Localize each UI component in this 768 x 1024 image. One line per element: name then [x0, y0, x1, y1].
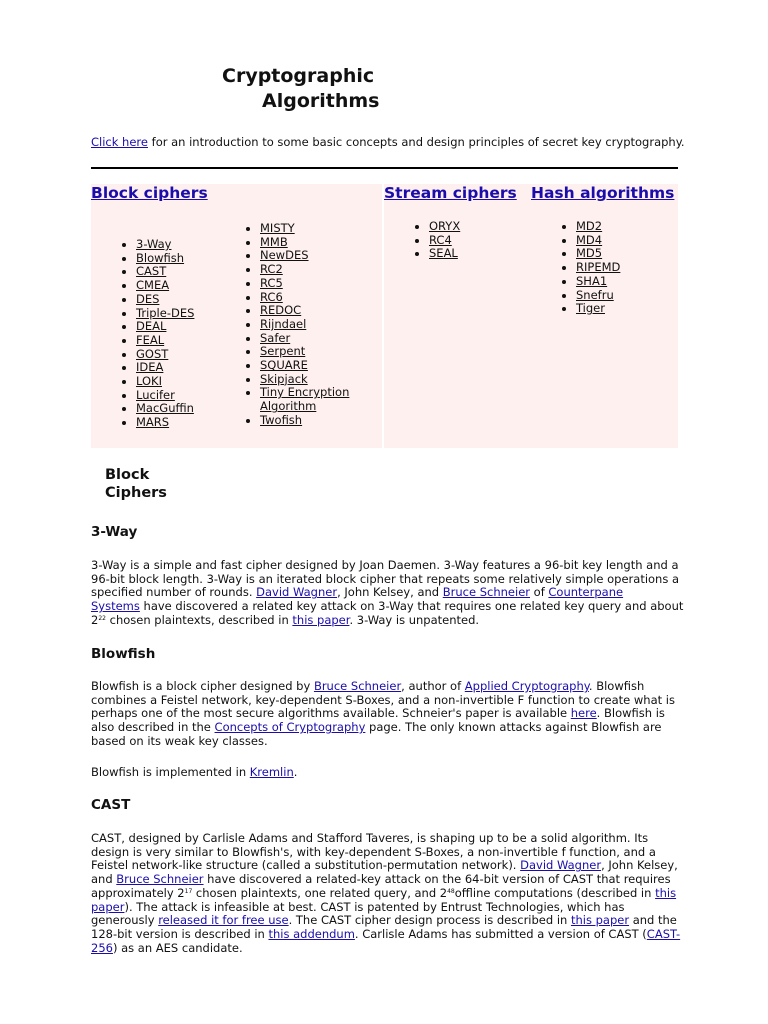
horizontal-rule — [91, 167, 678, 169]
algorithm-link[interactable]: Twofish — [260, 412, 303, 427]
cast-256-link-cont[interactable]: 256 — [91, 940, 113, 955]
heading-3way: 3-Way — [91, 524, 138, 540]
algorithm-link[interactable]: Lucifer — [136, 387, 175, 402]
list-item — [260, 373, 349, 387]
design-paper-link[interactable]: this paper — [570, 913, 630, 928]
text-line — [91, 914, 681, 928]
superscript: 22 — [98, 614, 106, 622]
page-title — [222, 64, 379, 114]
text-fragment: and the — [629, 913, 677, 928]
paragraph-blowfish — [91, 680, 681, 749]
concepts-of-cryptography-link[interactable]: Concepts of Cryptography — [214, 720, 366, 735]
text-fragment: chosen plaintexts, described in — [105, 612, 293, 627]
list-item — [429, 234, 460, 248]
algorithm-link[interactable]: Tiny Encryption — [260, 385, 350, 400]
list-item — [260, 345, 349, 359]
section-heading-line1: Block — [105, 467, 150, 483]
list-item — [136, 307, 194, 321]
list-item — [136, 416, 194, 430]
list-item — [576, 220, 620, 234]
block-ciphers-list-1 — [112, 238, 194, 430]
algorithm-link[interactable]: MD5 — [576, 246, 603, 261]
list-item — [576, 261, 620, 275]
text-line — [91, 873, 681, 887]
algorithm-link[interactable]: REDOC — [260, 303, 302, 318]
text-line: design is very similar to Blowfish's, with key-dependent S-Boxes, a non-invertible f function, and a — [91, 844, 656, 859]
text-line — [91, 721, 681, 735]
text-line: based on its weak key classes. — [91, 733, 268, 748]
algorithm-link[interactable]: 3-Way — [136, 237, 172, 251]
algorithm-link[interactable]: CAST — [136, 264, 167, 279]
algorithm-link[interactable]: RC4 — [429, 232, 452, 247]
paragraph-blowfish-implemented — [91, 766, 681, 780]
algorithm-link[interactable]: SEAL — [429, 246, 458, 261]
list-item — [260, 359, 349, 373]
david-wagner-link[interactable]: David Wagner — [520, 858, 602, 873]
text-line — [91, 766, 681, 780]
list-item — [260, 386, 349, 413]
stream-ciphers-list — [405, 220, 460, 261]
list-item — [136, 375, 194, 389]
list-item — [260, 277, 349, 291]
list-item — [429, 247, 460, 261]
text-line — [91, 901, 681, 915]
list-item — [260, 291, 349, 305]
list-item — [136, 252, 194, 266]
here-link[interactable]: here — [570, 706, 597, 721]
text-fragment: and — [91, 872, 117, 887]
algorithm-link[interactable]: Rijndael — [260, 316, 307, 331]
text-fragment: have discovered a related key attack on 3-Way that requires one related key query and about — [139, 599, 684, 614]
list-item — [136, 334, 194, 348]
paragraph-cast — [91, 832, 681, 955]
text-line — [91, 707, 681, 721]
text-fragment: chosen plaintexts, one related query, and 2 — [192, 885, 448, 900]
algorithm-link[interactable]: MARS — [136, 415, 170, 430]
algorithm-link[interactable]: NewDES — [260, 248, 309, 263]
list-item — [260, 332, 349, 346]
text-line: 3-Way is a simple and fast cipher designed by Joan Daemen. 3-Way features a 96-bit key length and a — [91, 558, 679, 572]
superscript: 48 — [447, 887, 455, 895]
text-fragment: generously — [91, 913, 159, 928]
list-item — [260, 318, 349, 332]
list-item — [136, 265, 194, 279]
intro-text — [91, 135, 685, 149]
algorithm-link[interactable]: RC6 — [260, 289, 283, 304]
list-item — [576, 302, 620, 316]
text-fragment: specified number of rounds. — [91, 585, 257, 600]
algorithm-link[interactable]: MD4 — [576, 232, 603, 247]
text-fragment: Feistel network-like structure (called a substitution-permutation network). — [91, 858, 521, 873]
text-fragment: ). The attack is infeasible at best. CAST is patented by Entrust Technologies, which has — [124, 899, 625, 914]
text-fragment: , John Kelsey, and — [337, 585, 443, 600]
list-item — [136, 348, 194, 362]
david-wagner-link[interactable]: David Wagner — [256, 585, 338, 600]
algorithm-link[interactable]: SHA1 — [576, 273, 608, 288]
algorithm-link[interactable]: RC2 — [260, 262, 283, 277]
algorithm-link[interactable]: Serpent — [260, 344, 306, 359]
algorithm-link[interactable]: DEAL — [136, 319, 167, 334]
text-fragment: . — [293, 765, 298, 779]
text-fragment: ) as an AES candidate. — [112, 940, 243, 955]
list-item — [260, 414, 349, 428]
section-heading-line2: Ciphers — [105, 485, 167, 501]
list-item — [136, 293, 194, 307]
text-fragment: 2 — [91, 612, 99, 627]
algorithm-link[interactable]: SQUARE — [260, 358, 308, 373]
kremlin-link[interactable]: Kremlin — [249, 765, 294, 779]
paragraph-3way — [91, 558, 684, 628]
bruce-schneier-link[interactable]: Bruce Schneier — [313, 679, 402, 693]
list-item — [576, 234, 620, 248]
algorithm-link[interactable]: Blowfish — [136, 250, 185, 265]
list-item — [429, 220, 460, 234]
text-fragment: 128-bit version is described in — [91, 926, 269, 941]
released-free-use-link[interactable]: released it for free use — [158, 913, 289, 928]
hash-algorithms-list — [552, 220, 620, 316]
text-fragment: . 3-Way is unpatented. — [349, 612, 480, 627]
bruce-schneier-link[interactable]: Bruce Schneier — [442, 585, 530, 600]
list-item — [260, 249, 349, 263]
algorithm-link[interactable]: MISTY — [260, 221, 295, 235]
section-heading-block-ciphers — [105, 466, 167, 502]
list-item — [576, 247, 620, 261]
text-fragment: page. The only known attacks against Blowfish are — [365, 720, 662, 735]
this-paper-link[interactable]: this paper — [292, 612, 350, 627]
heading-cast: CAST — [91, 797, 131, 813]
algorithm-link[interactable]: Snefru — [576, 287, 614, 302]
intro-link[interactable]: Click here — [91, 135, 148, 149]
algorithm-link[interactable]: Safer — [260, 330, 291, 345]
algorithm-link[interactable]: Triple-DES — [136, 305, 195, 320]
text-fragment: . Blowfish is — [596, 706, 665, 721]
table-divider — [382, 184, 384, 448]
algorithm-link[interactable]: Tiger — [576, 301, 605, 316]
text-fragment: have discovered a related-key attack on the 64-bit version of CAST that requires — [203, 872, 671, 887]
list-item — [136, 402, 194, 416]
intro-rest: for an introduction to some basic concepts and design principles of secret key cryptography. — [147, 135, 685, 149]
list-item — [576, 289, 620, 303]
list-item — [136, 389, 194, 403]
algorithm-link[interactable]: DES — [136, 291, 160, 306]
text-fragment: , author of — [401, 679, 465, 693]
list-item — [260, 304, 349, 318]
text-fragment: . Carlisle Adams has submitted a version of CAST ( — [354, 926, 647, 941]
page-title-line2: Algorithms — [262, 90, 380, 112]
algorithm-link[interactable]: ORYX — [429, 219, 461, 233]
text-line — [91, 942, 681, 956]
list-item — [260, 222, 349, 236]
counterpane-link[interactable]: Counterpane — [548, 585, 624, 600]
text-line: CAST, designed by Carlisle Adams and Stafford Taveres, is shaping up to be a solid algorithm. Its — [91, 831, 649, 845]
list-item — [260, 263, 349, 277]
text-line — [91, 680, 681, 694]
text-fragment: Blowfish is a block cipher designed by — [91, 679, 314, 693]
this-paper-link[interactable]: this — [655, 885, 677, 900]
text-fragment: , John Kelsey, — [601, 858, 678, 873]
block-ciphers-list-2 — [236, 222, 349, 428]
text-line — [91, 928, 681, 942]
algorithm-link[interactable]: RC5 — [260, 275, 283, 290]
list-item — [136, 279, 194, 293]
text-line — [91, 599, 684, 614]
list-item — [576, 275, 620, 289]
text-line — [91, 859, 681, 873]
text-fragment: . The CAST cipher design process is described in — [288, 913, 571, 928]
algorithm-link[interactable]: MMB — [260, 234, 288, 249]
text-line: 96-bit block length. 3-Way is an iterated block cipher that repeats some relatively simple operations a — [91, 571, 680, 586]
algorithm-link[interactable]: GOST — [136, 346, 169, 361]
text-fragment: Blowfish is implemented in — [91, 765, 250, 779]
text-fragment: offline computations (described in — [454, 885, 656, 900]
cast-256-link[interactable]: CAST- — [646, 926, 681, 941]
block-ciphers-header-link[interactable]: Block ciphers — [91, 184, 208, 202]
bruce-schneier-link[interactable]: Bruce Schneier — [116, 872, 204, 887]
algorithm-link[interactable]: MD2 — [576, 219, 603, 233]
list-item — [136, 320, 194, 334]
algorithm-link[interactable]: Skipjack — [260, 371, 308, 386]
algorithm-link[interactable]: LOKI — [136, 374, 162, 389]
algorithm-link[interactable]: CMEA — [136, 278, 170, 293]
algorithm-link[interactable]: Algorithm — [260, 399, 317, 414]
this-paper-link-cont[interactable]: paper — [91, 899, 125, 914]
algorithm-link[interactable]: FEAL — [136, 332, 165, 347]
this-addendum-link[interactable]: this addendum — [268, 926, 355, 941]
text-line — [91, 887, 681, 901]
text-fragment: . Blowfish — [588, 679, 645, 693]
text-fragment: also described in the — [91, 720, 215, 735]
text-line — [91, 614, 681, 628]
text-line: combines a Feistel network, key-dependent S-Boxes, and a non-invertible F function to create what is — [91, 692, 675, 707]
text-line — [91, 586, 681, 600]
text-fragment: perhaps one of the most secure algorithms available. Schneier's paper is available — [91, 706, 571, 721]
algorithm-link[interactable]: MacGuffin — [136, 401, 194, 416]
counterpane-systems-link[interactable]: Systems — [91, 599, 140, 614]
algorithm-link[interactable]: RIPEMD — [576, 260, 621, 275]
list-item — [136, 361, 194, 375]
superscript: 17 — [184, 887, 193, 895]
text-fragment: of — [530, 585, 549, 600]
heading-blowfish: Blowfish — [91, 646, 156, 662]
page-title-line1: Cryptographic — [222, 65, 375, 87]
hash-algorithms-header-link[interactable]: Hash algorithms — [531, 184, 675, 202]
stream-ciphers-header-link[interactable]: Stream ciphers — [384, 184, 517, 202]
text-fragment: approximately 2 — [91, 885, 185, 900]
list-item — [260, 236, 349, 250]
algorithm-link[interactable]: IDEA — [136, 360, 164, 375]
list-item — [136, 238, 194, 252]
applied-cryptography-link[interactable]: Applied Cryptography — [464, 679, 589, 693]
